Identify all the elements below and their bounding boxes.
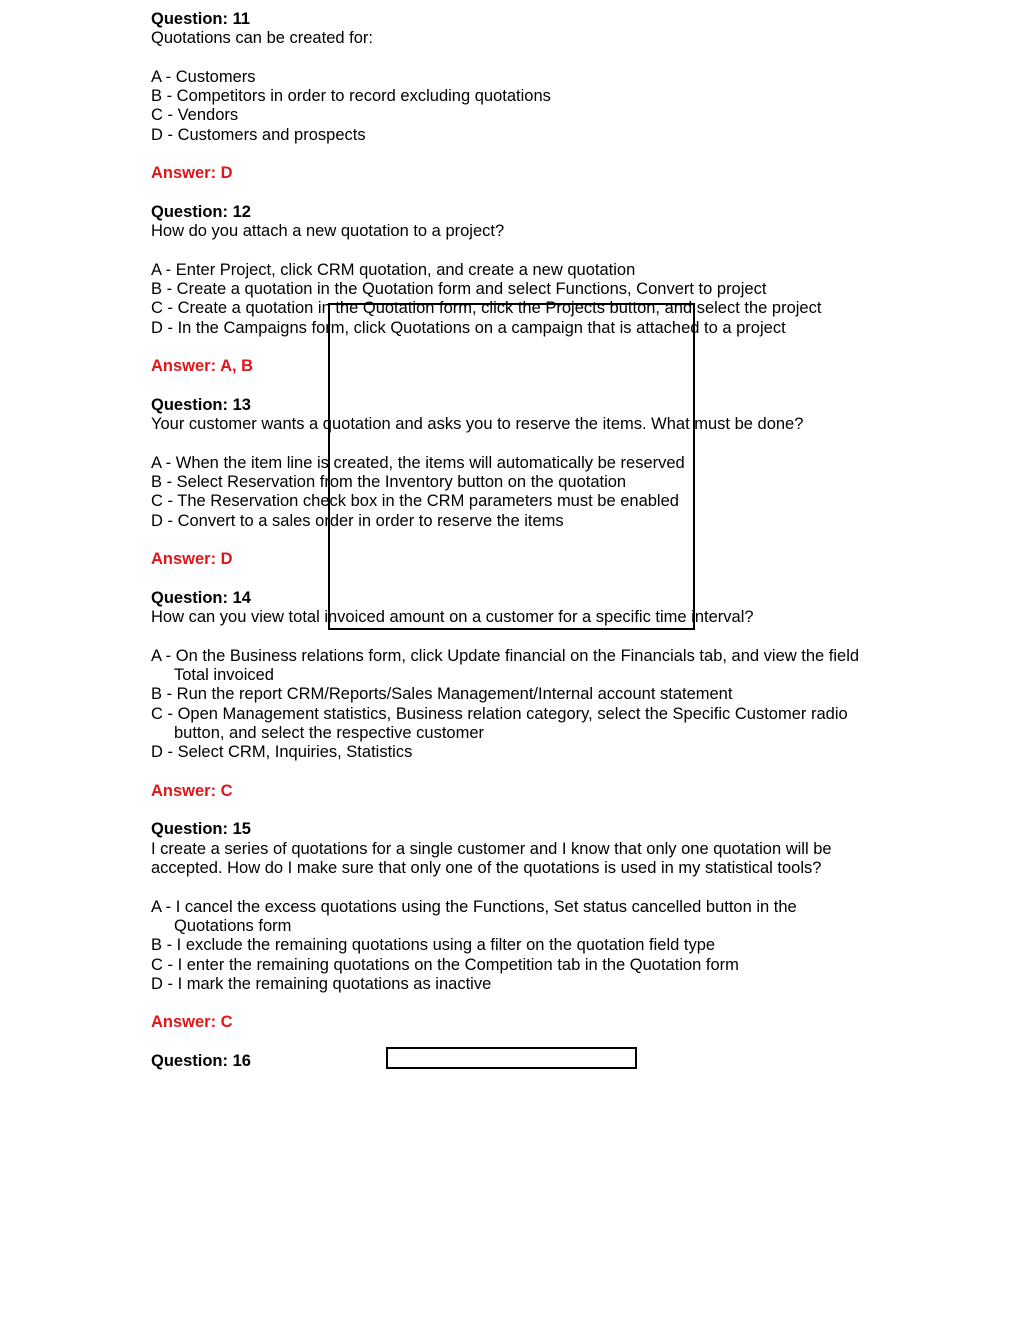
correct-answer: Answer: C xyxy=(151,781,233,800)
answer-option: A - Customers xyxy=(151,67,256,86)
answer-option: D - In the Campaigns form, click Quotations on a campaign that is attached to a project xyxy=(151,318,786,337)
answer-option-continuation: Quotations form xyxy=(174,916,292,935)
question-prompt: How do you attach a new quotation to a project? xyxy=(151,222,505,241)
answer-option: D - Customers and prospects xyxy=(151,125,366,144)
answer-option: D - Convert to a sales order in order to reserve the items xyxy=(151,511,564,530)
answer-option: C - The Reservation check box in the CRM parameters must be enabled xyxy=(151,492,679,511)
answer-option-continuation: Total invoiced xyxy=(174,666,274,685)
answer-option: C - I enter the remaining quotations on the Competition tab in the Quotation form xyxy=(151,955,739,974)
correct-answer: Answer: C xyxy=(151,1013,233,1032)
answer-option: B - I exclude the remaining quotations using a filter on the quotation field type xyxy=(151,936,716,955)
answer-option: B - Select Reservation from the Inventory button on the quotation xyxy=(151,473,627,492)
question-prompt: accepted. How do I make sure that only one of the quotations is used in my statistical tools? xyxy=(151,859,822,878)
question-header: Question: 11 xyxy=(151,10,251,28)
answer-option: C - Vendors xyxy=(151,106,239,125)
answer-option-continuation: button, and select the respective customer xyxy=(174,723,485,742)
answer-option: A - Enter Project, click CRM quotation, and create a new quotation xyxy=(151,260,636,279)
answer-option: C - Create a quotation in the Quotation form, click the Projects button, and select the project xyxy=(151,299,822,318)
document-page xyxy=(151,10,891,1071)
answer-option: A - When the item line is created, the items will automatically be reserved xyxy=(151,453,685,472)
question-prompt: How can you view total invoiced amount on a customer for a specific time interval? xyxy=(151,608,754,627)
question-header: Question: 16 xyxy=(151,1052,251,1071)
question-prompt: Quotations can be created for: xyxy=(151,29,373,48)
answer-option: A - On the Business relations form, click Update financial on the Financials tab, and view the field xyxy=(151,646,860,665)
correct-answer: Answer: D xyxy=(151,550,233,569)
answer-option: D - Select CRM, Inquiries, Statistics xyxy=(151,743,413,762)
question-prompt: I create a series of quotations for a single customer and I know that only one quotation will be xyxy=(151,839,832,858)
question-header: Question: 12 xyxy=(151,202,251,221)
answer-option: D - I mark the remaining quotations as inactive xyxy=(151,974,492,993)
question-header: Question: 13 xyxy=(151,395,251,414)
answer-option: A - I cancel the excess quotations using the Functions, Set status cancelled button in the xyxy=(151,897,797,916)
question-prompt: Your customer wants a quotation and asks you to reserve the items. What must be done? xyxy=(151,415,804,434)
correct-answer: Answer: D xyxy=(151,164,233,183)
question-header: Question: 15 xyxy=(151,820,251,839)
answer-option: B - Run the report CRM/Reports/Sales Management/Internal account statement xyxy=(151,685,733,704)
question-header: Question: 14 xyxy=(151,588,251,607)
answer-option: B - Create a quotation in the Quotation form and select Functions, Convert to project xyxy=(151,280,767,299)
answer-option: B - Competitors in order to record excluding quotations xyxy=(151,87,551,106)
correct-answer: Answer: A, B xyxy=(151,357,254,376)
answer-option: C - Open Management statistics, Business relation category, select the Specific Customer radio xyxy=(151,704,848,723)
